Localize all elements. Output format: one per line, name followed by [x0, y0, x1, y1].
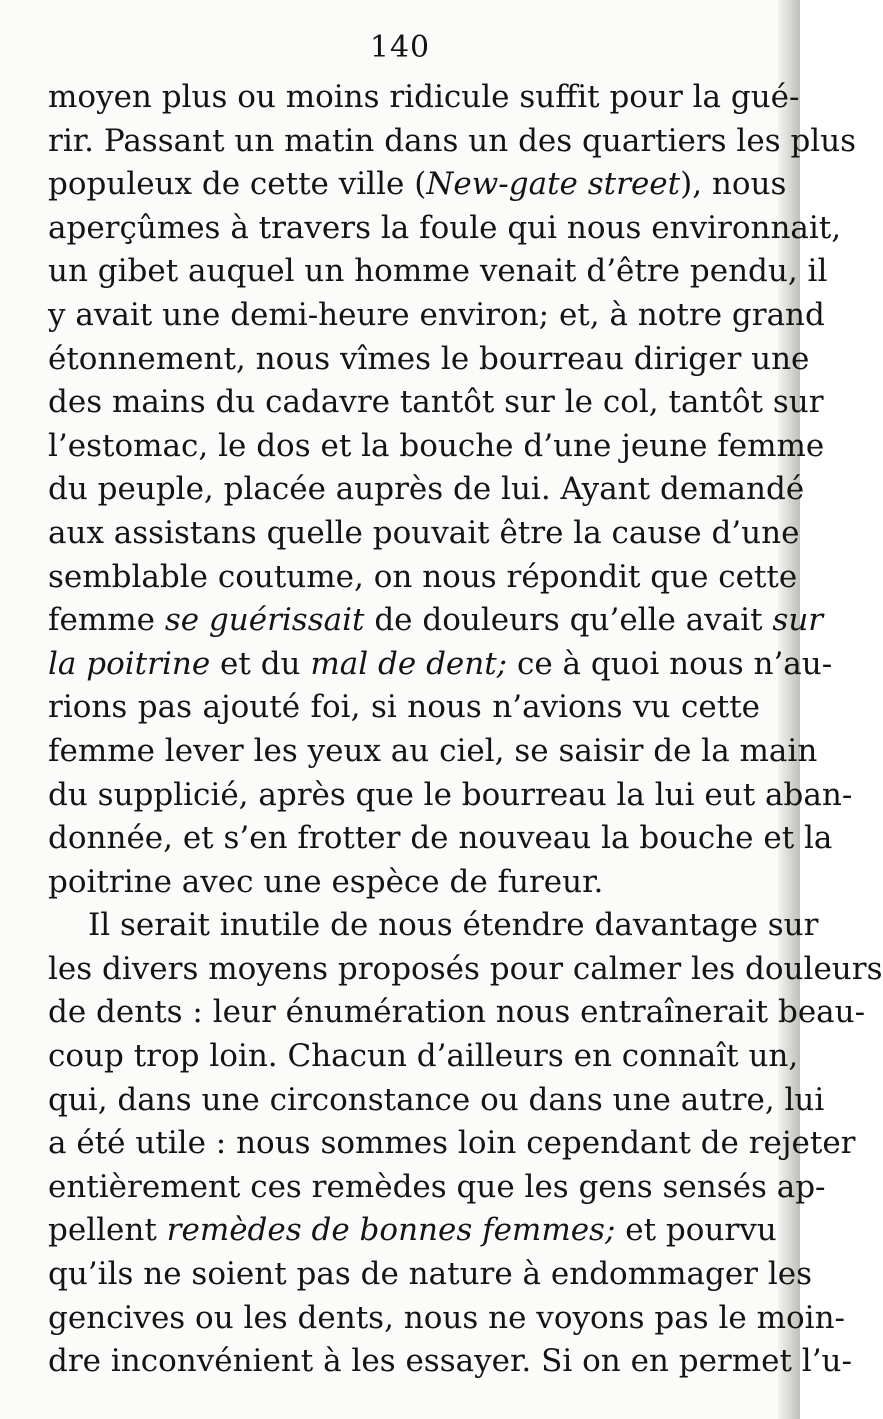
text-run: ), nous — [680, 166, 787, 203]
text-run: moyen plus ou moins ridicule suffit pour la gué- — [48, 79, 800, 115]
text-run: de douleurs qu’elle avait — [364, 602, 773, 639]
text-run: poitrine avec une espèce de fureur. — [48, 863, 604, 900]
text-line — [48, 774, 853, 818]
text-run: l’estomac, le dos et la bouche d’une jeune femme — [48, 427, 825, 464]
text-line — [48, 817, 833, 861]
text-run: et pourvu — [615, 1212, 777, 1249]
text-run: de dents : leur énumération nous entraînerait beau- — [48, 994, 866, 1031]
text-run: populeux de cette ville ( — [48, 166, 427, 203]
text-run: y avait une demi-heure environ; et, à notre grand — [48, 296, 825, 333]
text-line — [48, 861, 760, 905]
text-run: femme lever les yeux au ciel, se saisir de la main — [48, 732, 818, 769]
italic-text: remèdes de bonnes femmes; — [166, 1212, 616, 1249]
text-line — [48, 338, 810, 382]
text-run: donnée, et s’en frotter de nouveau la bouche et la — [48, 820, 833, 857]
text-run: femme — [48, 602, 165, 639]
text-line — [48, 991, 866, 1035]
text-run: rir. Passant un matin dans un des quartiers les plus — [48, 122, 857, 159]
text-line — [48, 76, 800, 120]
text-run: qu’ils ne soient pas de nature à endommager les — [48, 1256, 813, 1293]
text-line — [48, 1253, 813, 1297]
text-line — [48, 468, 805, 512]
text-line — [48, 1166, 826, 1210]
text-run: aux assistans quelle pouvait être la cause d’une — [48, 514, 800, 551]
text-run: ce à quoi nous n’au- — [507, 645, 833, 682]
text-line — [48, 512, 800, 556]
italic-text: se guérissait — [164, 602, 365, 639]
text-line — [48, 1209, 777, 1253]
text-line — [48, 294, 825, 338]
text-line — [48, 1079, 825, 1123]
text-line — [48, 207, 842, 251]
text-line — [48, 686, 760, 730]
text-line — [48, 948, 883, 992]
text-run: du supplicié, après que le bourreau la lui eut aban- — [48, 776, 853, 813]
page-number: 140 — [369, 30, 431, 65]
text-run: des mains du cadavre tantôt sur le col, tantôt sur — [48, 384, 824, 421]
text-run: et du — [210, 645, 311, 682]
text-run: Il serait inutile de nous étendre davantage sur — [88, 907, 819, 944]
text-line — [48, 556, 798, 600]
text-line — [48, 1035, 799, 1079]
italic-text: mal de dent; — [310, 645, 508, 682]
italic-text: la poitrine — [48, 645, 211, 682]
text-line — [48, 250, 828, 294]
text-line — [48, 1297, 846, 1341]
text-run: un gibet auquel un homme venait d’être pendu, il — [48, 253, 828, 290]
text-run: pellent — [48, 1212, 167, 1249]
text-run: a été utile : nous sommes loin cependant de rejeter — [48, 1125, 856, 1162]
italic-text: sur — [772, 602, 824, 639]
body-text — [48, 76, 883, 1384]
text-line — [48, 381, 824, 425]
text-run: semblable coutume, on nous répondit que cette — [48, 558, 798, 595]
text-run: dre inconvénient à les essayer. Si on en permet l’u- — [48, 1343, 853, 1380]
text-run: du peuple, placée auprès de lui. Ayant demandé — [48, 471, 805, 508]
italic-text: New-gate street — [426, 166, 681, 203]
text-run: rions pas ajouté foi, si nous n’avions vu cette — [48, 689, 760, 726]
text-run: qui, dans une circonstance ou dans une autre, lui — [48, 1081, 825, 1118]
text-line — [48, 1122, 856, 1166]
text-run: entièrement ces remèdes que les gens sensés ap- — [48, 1168, 826, 1205]
text-line — [48, 730, 818, 774]
text-run: gencives ou les dents, nous ne voyons pas le moin- — [48, 1299, 846, 1336]
text-run: coup trop loin. Chacun d’ailleurs en connaît un, — [48, 1038, 799, 1075]
text-line — [48, 1340, 853, 1384]
text-line — [48, 163, 787, 207]
text-line — [48, 425, 825, 469]
text-line — [48, 904, 819, 948]
text-run: étonnement, nous vîmes le bourreau diriger une — [48, 340, 810, 377]
text-line — [48, 599, 824, 643]
text-run: les divers moyens proposés pour calmer les douleurs — [48, 950, 883, 987]
text-line — [48, 643, 833, 687]
text-line — [48, 120, 857, 164]
text-run: aperçûmes à travers la foule qui nous environnait, — [48, 209, 842, 246]
